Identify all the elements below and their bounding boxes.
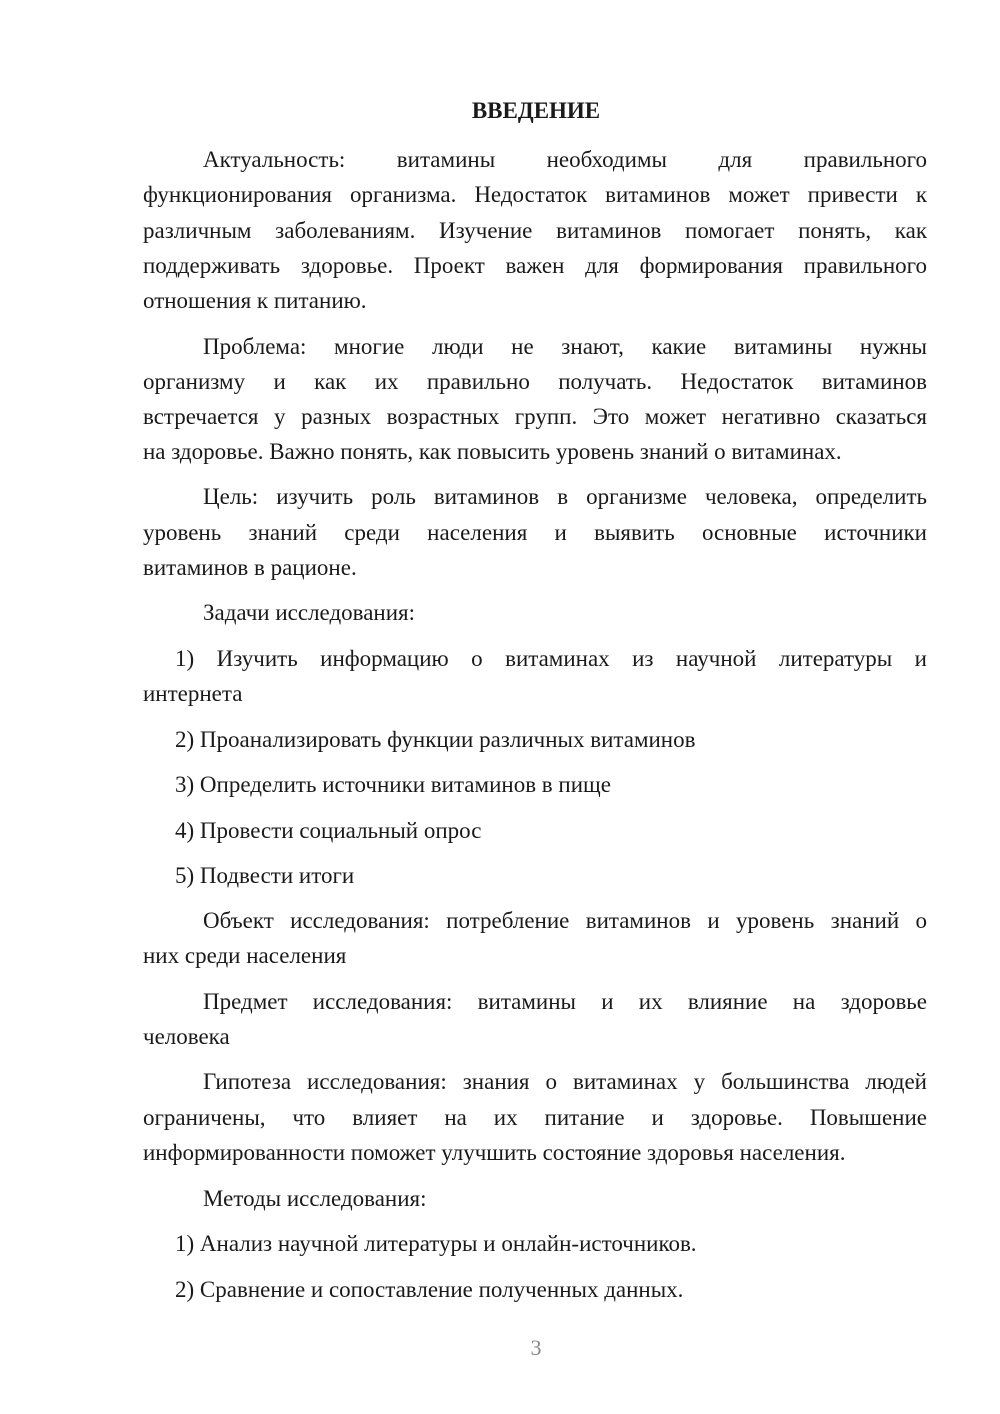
method-item: 1) Анализ научной литературы и онлайн-источников.	[175, 1231, 697, 1256]
paragraph-line-object: Объект исследования: потребление витаминов и уровень знаний о	[203, 908, 927, 933]
paragraph-line-relevance: функционирования организма. Недостаток витаминов может привести к	[143, 182, 927, 207]
paragraph-line-hypothesis: Гипотеза исследования: знания о витаминах у большинства людей	[203, 1069, 927, 1094]
task-item: 1) Изучить информацию о витаминах из научной литературы и	[175, 646, 927, 671]
paragraph-line-relevance: Актуальность: витамины необходимы для правильного	[203, 147, 927, 172]
task-item: 5) Подвести итоги	[175, 863, 355, 888]
paragraph-line-relevance: отношения к питанию.	[143, 288, 367, 313]
task-item: 4) Провести социальный опрос	[175, 818, 482, 843]
section-heading: ВВЕДЕНИЕ	[471, 98, 601, 123]
paragraph-line-goal: Цель: изучить роль витаминов в организме человека, определить	[203, 484, 927, 509]
paragraph-line-goal: витаминов в рационе.	[143, 555, 357, 580]
task-item: 3) Определить источники витаминов в пище	[175, 772, 611, 797]
page-number: 3	[530, 1335, 542, 1360]
paragraph-line-subject: Предмет исследования: витамины и их влияние на здоровье	[203, 989, 927, 1014]
paragraph-line-problem: организму и как их правильно получать. Недостаток витаминов	[143, 369, 927, 394]
task-item: интернета	[143, 681, 243, 706]
method-item: 2) Сравнение и сопоставление полученных данных.	[175, 1277, 684, 1302]
paragraph-line-hypothesis: информированности поможет улучшить состояние здоровья населения.	[143, 1140, 846, 1165]
paragraph-line-problem: встречается у разных возрастных групп. Это может негативно сказаться	[143, 404, 927, 429]
paragraph-line-goal: уровень знаний среди населения и выявить основные источники	[143, 520, 927, 545]
paragraph-line-problem: Проблема: многие люди не знают, какие витамины нужны	[203, 334, 927, 359]
task-item: 2) Проанализировать функции различных витаминов	[175, 727, 696, 752]
paragraph-line-problem: на здоровье. Важно понять, как повысить уровень знаний о витаминах.	[143, 439, 842, 464]
paragraph-line-object: них среди населения	[143, 943, 347, 968]
methods-heading: Методы исследования:	[203, 1186, 427, 1211]
paragraph-line-hypothesis: ограничены, что влияет на их питание и здоровье. Повышение	[143, 1105, 927, 1130]
paragraph-line-subject: человека	[143, 1024, 230, 1049]
paragraph-line-relevance: поддерживать здоровье. Проект важен для формирования правильного	[143, 253, 927, 278]
paragraph-line-relevance: различным заболеваниям. Изучение витаминов помогает понять, как	[143, 218, 927, 243]
tasks-heading: Задачи исследования:	[203, 600, 416, 625]
